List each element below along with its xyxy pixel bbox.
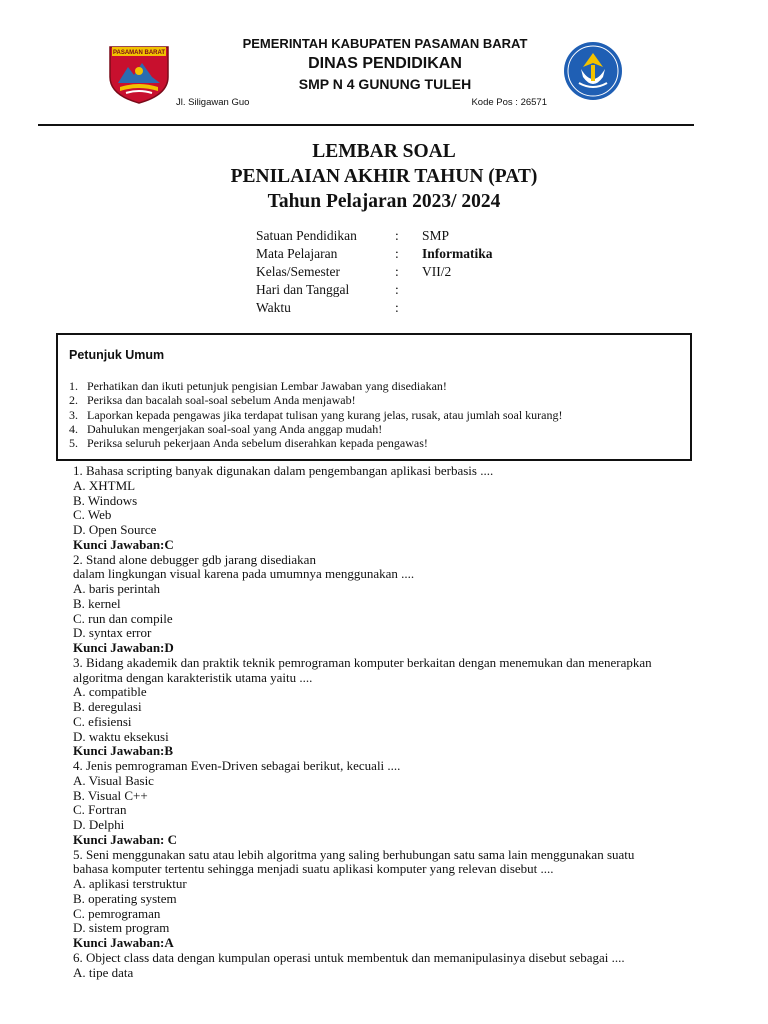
postal-code: Kode Pos : 26571 <box>471 97 547 108</box>
question-stem: 5. Seni menggunakan satu atau lebih algoritma yang saling berhubungan satu sama lain menggunakan suatu <box>73 846 635 862</box>
identity-row <box>256 299 493 317</box>
instruction-number: 3. <box>69 407 78 422</box>
instruction-text: Periksa seluruh pekerjaan Anda sebelum diserahkan kepada pengawas! <box>87 436 428 451</box>
letterhead-address-row <box>176 97 547 108</box>
answer-key: Kunci Jawaban: C <box>73 831 178 847</box>
instructions-box <box>56 333 692 461</box>
instruction-text: Dahulukan mengerjakan soal-soal yang Anda anggap mudah! <box>87 421 383 436</box>
answer-option: A. XHTML <box>73 477 136 493</box>
answer-option: A. baris perintah <box>73 581 161 596</box>
identity-label: Satuan Pendidikan <box>256 228 357 243</box>
question-stem: algoritma dengan karakteristik utama yaitu .... <box>73 669 313 685</box>
instruction-number: 2. <box>69 393 78 408</box>
identity-colon: : <box>395 264 399 279</box>
identity-row <box>256 281 493 299</box>
answer-option: C. Web <box>73 507 112 523</box>
answer-key: Kunci Jawaban:D <box>73 640 174 655</box>
exam-title <box>0 139 768 214</box>
identity-value: VII/2 <box>422 264 452 279</box>
instruction-item <box>69 393 563 407</box>
instruction-item <box>69 422 563 436</box>
identity-colon: : <box>395 246 399 261</box>
answer-option: A. Visual Basic <box>73 772 154 788</box>
question-list <box>73 464 693 980</box>
identity-value: SMP <box>422 228 450 243</box>
instruction-number: 4. <box>69 421 78 436</box>
tut-wuri-handayani-logo-icon <box>563 41 623 101</box>
answer-option: B. Visual C++ <box>73 787 148 803</box>
instructions-heading: Petunjuk Umum <box>69 348 165 362</box>
answer-option: B. Windows <box>73 492 138 508</box>
answer-option: A. tipe data <box>73 964 134 980</box>
question-stem: 1. Bahasa scripting banyak digunakan dalam pengembangan aplikasi berbasis .... <box>73 463 494 478</box>
letterhead <box>180 34 590 94</box>
title-line-1: LEMBAR SOAL <box>312 141 456 162</box>
identity-label: Waktu <box>256 300 291 315</box>
identity-row <box>256 245 493 263</box>
identity-label: Kelas/Semester <box>256 264 340 279</box>
government-name: PEMERINTAH KABUPATEN PASAMAN BARAT <box>242 36 528 51</box>
question-stem: 6. Object class data dengan kumpulan operasi untuk membentuk dan memanipulasinya disebut sebagai .... <box>73 949 625 965</box>
identity-label: Hari dan Tanggal <box>256 282 350 297</box>
title-line-2: PENILAIAN AKHIR TAHUN (PAT) <box>230 166 538 187</box>
instruction-number: 1. <box>69 379 78 393</box>
letterhead-divider <box>38 124 694 126</box>
instruction-item <box>69 436 563 450</box>
question-stem: 2. Stand alone debugger gdb jarang disediakan <box>73 551 316 567</box>
agency-name: DINAS PENDIDIKAN <box>308 55 462 72</box>
answer-option: B. deregulasi <box>73 699 142 714</box>
pasaman-barat-emblem-icon <box>106 43 172 105</box>
identity-row <box>256 263 493 281</box>
instruction-text: Perhatikan dan ikuti petunjuk pengisian Lembar Jawaban yang disediakan! <box>87 379 447 393</box>
identity-colon: : <box>395 282 399 297</box>
instruction-text: Periksa dan bacalah soal-soal sebelum Anda menjawab! <box>87 393 356 408</box>
answer-option: B. kernel <box>73 595 121 611</box>
answer-option: C. pemrograman <box>73 905 161 921</box>
emblem-text: PASAMAN BARAT <box>112 50 166 56</box>
identity-colon: : <box>395 300 399 315</box>
question-stem: dalam lingkungan visual karena pada umumnya menggunakan .... <box>73 566 415 582</box>
identity-value: Informatika <box>422 246 493 261</box>
answer-option: A. compatible <box>73 684 147 700</box>
answer-option: C. run dan compile <box>73 610 173 626</box>
question-stem: bahasa komputer tertentu sehingga menjadi suatu aplikasi komputer yang relevan disebut .... <box>73 861 554 877</box>
instructions-list <box>69 379 563 450</box>
question-stem: 4. Jenis pemrograman Even-Driven sebagai berikut, kecuali .... <box>73 758 401 773</box>
answer-option: C. Fortran <box>73 802 127 818</box>
school-address: Jl. Siligawan Guo <box>176 97 250 108</box>
identity-label: Mata Pelajaran <box>256 246 338 261</box>
instruction-text: Laporkan kepada pengawas jika terdapat tulisan yang kurang jelas, rusak, atau jumlah soal kurang! <box>87 407 563 422</box>
instruction-item <box>69 379 563 393</box>
answer-option: D. Open Source <box>73 522 157 537</box>
instruction-number: 5. <box>69 436 78 451</box>
answer-option: D. Delphi <box>73 817 125 832</box>
answer-key: Kunci Jawaban:C <box>73 536 174 552</box>
title-line-3: Tahun Pelajaran 2023/ 2024 <box>267 191 501 212</box>
answer-option: C. efisiensi <box>73 713 132 729</box>
answer-key: Kunci Jawaban:B <box>73 743 174 759</box>
identity-colon: : <box>395 228 399 243</box>
answer-option: D. sistem program <box>73 920 170 936</box>
answer-option: A. aplikasi terstruktur <box>73 876 187 891</box>
answer-option: B. operating system <box>73 890 177 906</box>
school-name: SMP N 4 GUNUNG TULEH <box>298 76 472 92</box>
answer-key: Kunci Jawaban:A <box>73 935 174 950</box>
exam-identity <box>256 227 493 317</box>
identity-row <box>256 227 493 245</box>
answer-option: D. waktu eksekusi <box>73 728 169 744</box>
instruction-item <box>69 408 563 422</box>
question-stem: 3. Bidang akademik dan praktik teknik pemrograman komputer berkaitan dengan menemukan dan menerapkan <box>73 654 652 670</box>
answer-option: D. syntax error <box>73 625 152 641</box>
